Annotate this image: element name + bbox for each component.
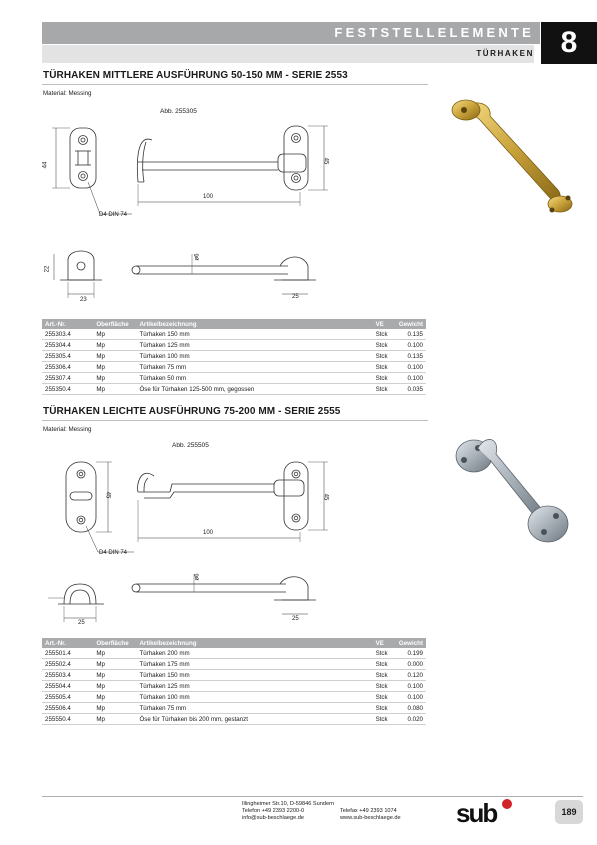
- col-unit: VE: [373, 638, 394, 648]
- zinc-hook-photo: [448, 428, 578, 558]
- dim-length: 100: [203, 194, 214, 200]
- footer-address: Illingheimer Str.10, D-59846 Sundern: [242, 801, 335, 807]
- table-row: 255304.4 Mp Türhaken 125 mm Stck 0.100: [42, 340, 426, 351]
- dim-diameter: ø6: [194, 573, 201, 581]
- col-weight: Gewicht: [393, 319, 426, 329]
- table-header-row: [42, 319, 426, 329]
- table-row: 255550.4 Mp Öse für Türhaken bis 200 mm, gestanzt Stck 0.020: [42, 714, 426, 725]
- header-subtitle: TÜRHAKEN: [42, 45, 534, 63]
- dim-length: 100: [203, 530, 214, 536]
- footer-email[interactable]: info@sub-beschlaege.de: [242, 815, 304, 821]
- dim-side-height: 22: [44, 265, 51, 273]
- col-description: Artikelbezeichnung: [136, 319, 372, 329]
- dim-screw: D4 DIN 74: [99, 550, 128, 556]
- section-title-2555: TÜRHAKEN LEICHTE AUSFÜHRUNG 75-200 MM - SERIE 2555: [43, 406, 341, 417]
- table-row: 255502.4 Mp Türhaken 175 mm Stck 0.000: [42, 659, 426, 670]
- dim-plate: 45: [322, 157, 329, 165]
- figure-label: Abb. 255505: [172, 442, 209, 449]
- header-title: FESTSTELLELEMENTE: [334, 25, 534, 40]
- material-label: Material: Messing: [43, 426, 92, 433]
- brass-hook-photo: [440, 86, 580, 226]
- dim-side-width: 25: [78, 620, 85, 626]
- page-number: 189: [555, 800, 583, 824]
- col-surface: Oberfläche: [93, 638, 136, 648]
- dim-diameter: ø6: [194, 253, 201, 261]
- figure-label: Abb. 255305: [160, 108, 197, 115]
- dim-height: 44: [42, 161, 49, 169]
- table-row: 255504.4 Mp Türhaken 125 mm Stck 0.100: [42, 681, 426, 692]
- section-rule: [42, 84, 428, 85]
- table-header-row: [42, 638, 426, 648]
- col-article: Art.-Nr.: [42, 638, 93, 648]
- dim-foot: 25: [292, 616, 299, 622]
- col-article: Art.-Nr.: [42, 319, 93, 329]
- table-row: 255305.4 Mp Türhaken 100 mm Stck 0.135: [42, 351, 426, 362]
- table-row: 255503.4 Mp Türhaken 150 mm Stck 0.120: [42, 670, 426, 681]
- section-title-2553: TÜRHAKEN MITTLERE AUSFÜHRUNG 50-150 MM - SERIE 2553: [43, 70, 348, 81]
- col-surface: Oberfläche: [93, 319, 136, 329]
- table-row: 255303.4 Mp Türhaken 150 mm Stck 0.135: [42, 329, 426, 340]
- footer-phone: Telefon +49 2393 2200-0: [242, 808, 305, 814]
- technical-drawing-top-view: [42, 118, 342, 228]
- product-table-2555: [42, 638, 426, 725]
- footer-rule: [42, 796, 583, 797]
- table-row: 255501.4 Mp Türhaken 200 mm Stck 0.199: [42, 648, 426, 659]
- chapter-number: 8: [541, 22, 597, 64]
- dim-screw: D4 DIN 74: [99, 212, 128, 218]
- table-row: 255306.4 Mp Türhaken 75 mm Stck 0.100: [42, 362, 426, 373]
- table-row: 255350.4 Mp Öse für Türhaken 125-500 mm, gegossen Stck 0.035: [42, 384, 426, 395]
- dim-side-width: 23: [80, 297, 87, 303]
- dim-plate: 45: [322, 493, 329, 501]
- table-row: 255506.4 Mp Türhaken 75 mm Stck 0.080: [42, 703, 426, 714]
- material-label: Material: Messing: [43, 90, 92, 97]
- dim-foot: 25: [292, 294, 299, 300]
- product-table-2553: [42, 319, 426, 395]
- col-weight: Gewicht: [393, 638, 426, 648]
- section-rule: [42, 420, 428, 421]
- footer-fax: Telefax +49 2393 1074: [340, 808, 397, 814]
- col-description: Artikelbezeichnung: [136, 638, 372, 648]
- svg-text:sub: sub: [456, 798, 497, 826]
- technical-drawing-top-view: [42, 452, 342, 562]
- table-row: 255505.4 Mp Türhaken 100 mm Stck 0.100: [42, 692, 426, 703]
- sub-logo: [456, 798, 516, 826]
- dim-height: 45: [104, 491, 111, 499]
- footer-web[interactable]: www.sub-beschlaege.de: [340, 815, 401, 821]
- table-row: 255307.4 Mp Türhaken 50 mm Stck 0.100: [42, 373, 426, 384]
- col-unit: VE: [373, 319, 394, 329]
